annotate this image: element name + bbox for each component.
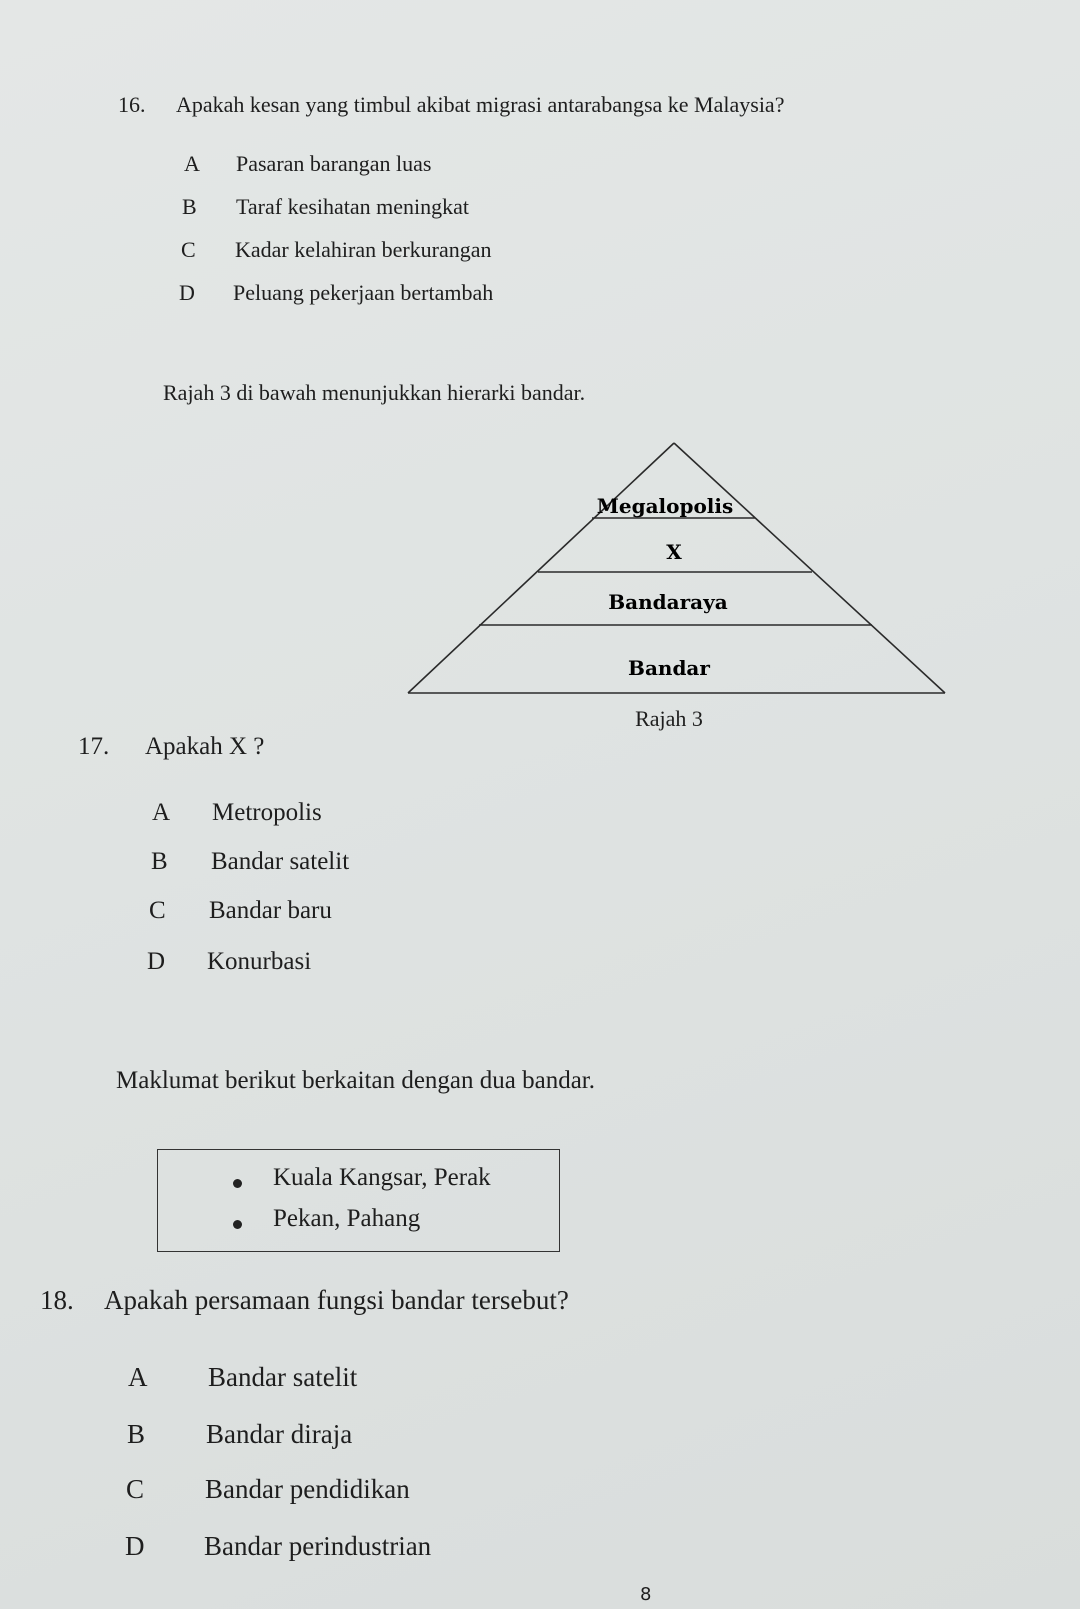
bullet-dot [233, 1220, 242, 1229]
q16-option-d-letter: D [179, 280, 195, 305]
level-megalopolis: Megalopolis [596, 494, 734, 518]
q17-option-d-letter: D [147, 948, 166, 975]
pyramid-right-edge [674, 443, 945, 693]
q17-option-b-letter: B [151, 848, 168, 875]
bullet-dot [233, 1179, 242, 1188]
q17-option-c-text: Bandar baru [209, 897, 332, 924]
info-item-2: Pekan, Pahang [273, 1205, 421, 1232]
q16-option-b-letter: B [182, 194, 197, 219]
q16-option-a-letter: A [184, 151, 200, 176]
q16-option-c-text: Kadar kelahiran berkurangan [235, 237, 492, 262]
q18-option-c-letter: C [126, 1474, 145, 1504]
q18-option-a-text: Bandar satelit [208, 1362, 358, 1392]
q17-option-a-letter: A [152, 799, 171, 826]
q17-option-a-text: Metropolis [212, 799, 322, 826]
q16-option-c-letter: C [181, 237, 196, 262]
hierarchy-pyramid [0, 0, 1080, 760]
q16-question: Apakah kesan yang timbul akibat migrasi antarabangsa ke Malaysia? [176, 92, 785, 117]
info-intro: Maklumat berikut berkaitan dengan dua bandar. [116, 1067, 596, 1094]
q17-number: 17. [78, 733, 110, 760]
q18-option-d-text: Bandar perindustrian [204, 1531, 432, 1561]
q16-number: 16. [118, 92, 146, 117]
info-item-1: Kuala Kangsar, Perak [273, 1164, 491, 1191]
q18-option-b-text: Bandar diraja [206, 1419, 353, 1449]
q18-option-a-letter: A [128, 1362, 148, 1392]
q17-option-c-letter: C [149, 897, 166, 924]
level-x: X [666, 540, 682, 564]
q16-option-d-text: Peluang pekerjaan bertambah [233, 280, 494, 305]
q16-option-a-text: Pasaran barangan luas [236, 151, 432, 176]
level-bandar: Bandar [628, 656, 710, 680]
q18-question: Apakah persamaan fungsi bandar tersebut? [104, 1285, 569, 1315]
q18-option-c-text: Bandar pendidikan [205, 1474, 410, 1504]
level-bandaraya: Bandaraya [608, 590, 728, 614]
q17-option-b-text: Bandar satelit [211, 848, 350, 875]
page-number: 8 [640, 1584, 652, 1605]
figure-intro: Rajah 3 di bawah menunjukkan hierarki bandar. [163, 380, 586, 405]
q17-question: Apakah X ? [145, 733, 265, 760]
figure-caption: Rajah 3 [635, 706, 703, 731]
q18-option-d-letter: D [125, 1531, 145, 1561]
q18-option-b-letter: B [127, 1419, 146, 1449]
q16-option-b-text: Taraf kesihatan meningkat [236, 194, 470, 219]
q17-option-d-text: Konurbasi [207, 948, 312, 975]
q18-number: 18. [40, 1285, 74, 1315]
